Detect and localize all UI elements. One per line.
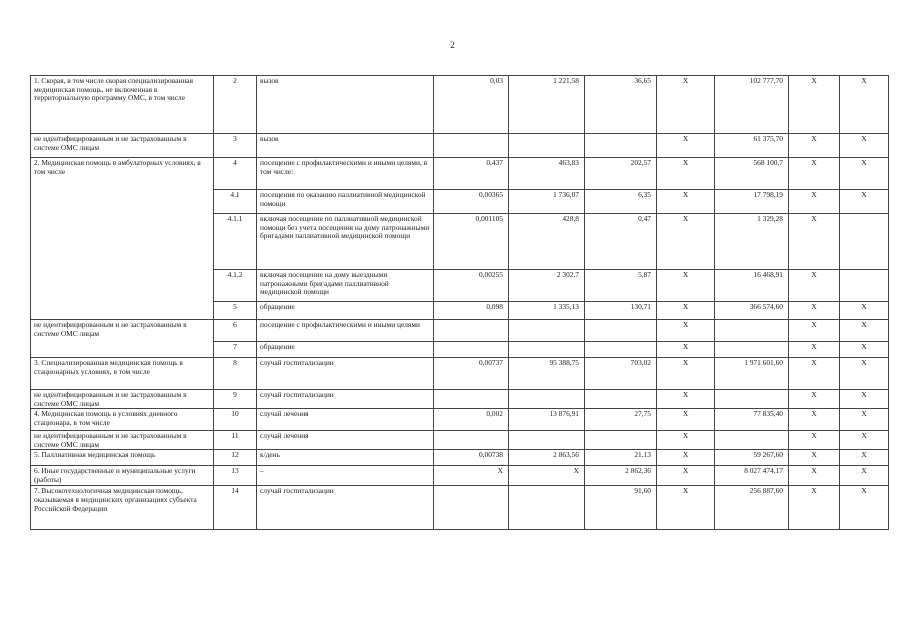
row-unit: обращение — [257, 342, 434, 358]
row-cost — [509, 320, 585, 342]
row-col9: X — [789, 342, 840, 358]
row-norm: 0,03 — [434, 76, 509, 134]
row-name: не идентифицированным и не застрахованным в системе ОМС лицам — [31, 134, 214, 158]
row-code: 5 — [214, 302, 257, 320]
row-cost — [509, 390, 585, 409]
table-row — [31, 76, 889, 134]
row-col7: X — [657, 358, 715, 390]
table-row — [31, 390, 889, 409]
row-unit: посещение с профилактическими и иными целями — [257, 320, 434, 342]
row-name: не идентифицированным и не застрахованным в системе ОМС лицам — [31, 390, 214, 409]
row-total: 568 100,7 — [715, 158, 789, 190]
row-per-capita — [585, 342, 657, 358]
row-cost — [509, 431, 585, 450]
row-cost: 2 863,56 — [509, 450, 585, 466]
row-per-capita: 21,13 — [585, 450, 657, 466]
row-cost: 1 736,07 — [509, 190, 585, 214]
row-unit: случай госпитализации — [257, 486, 434, 530]
row-code: 12 — [214, 450, 257, 466]
row-col7: X — [657, 450, 715, 466]
row-col7: X — [657, 320, 715, 342]
row-total: 102 777,70 — [715, 76, 789, 134]
row-col9: X — [789, 302, 840, 320]
row-norm: 0,00365 — [434, 190, 509, 214]
row-col9: X — [789, 270, 840, 302]
row-col7: X — [657, 76, 715, 134]
row-cost — [509, 486, 585, 530]
row-norm: 0,002 — [434, 409, 509, 431]
row-col9: X — [789, 431, 840, 450]
row-cost — [509, 134, 585, 158]
row-code: 4.1 — [214, 190, 257, 214]
table-row — [31, 134, 889, 158]
row-name: не идентифицированным и не застрахованным в системе ОМС лицам — [31, 320, 214, 358]
row-col10: X — [840, 466, 889, 486]
row-cost: 95 388,75 — [509, 358, 585, 390]
row-col7: X — [657, 342, 715, 358]
row-total: 77 835,40 — [715, 409, 789, 431]
row-col7: X — [657, 431, 715, 450]
row-name: 5. Паллиативная медицинская помощь — [31, 450, 214, 466]
row-unit: посещение с профилактическими и иными целями, в том числе: — [257, 158, 434, 190]
financing-table — [30, 75, 889, 530]
row-col10: X — [840, 320, 889, 342]
row-col10: X — [840, 158, 889, 190]
row-code: 13 — [214, 466, 257, 486]
row-total — [715, 320, 789, 342]
row-col7: X — [657, 134, 715, 158]
row-col7: X — [657, 158, 715, 190]
row-unit: включая посещение по паллиативной медицинской помощи без учета посещения на дому патронажными бригадами паллиативной медицинской помощи — [257, 214, 434, 270]
row-code: 2 — [214, 76, 257, 134]
row-unit: к/день — [257, 450, 434, 466]
row-cost: 13 876,91 — [509, 409, 585, 431]
row-unit: случай госпитализации — [257, 358, 434, 390]
row-norm: 0,437 — [434, 158, 509, 190]
row-unit: обращение — [257, 302, 434, 320]
row-per-capita: 91,60 — [585, 486, 657, 530]
row-per-capita: 2 862,36 — [585, 466, 657, 486]
row-norm — [434, 134, 509, 158]
table-row — [31, 466, 889, 486]
row-col9: X — [789, 190, 840, 214]
row-per-capita: 0,47 — [585, 214, 657, 270]
row-name: 2. Медицинская помощь в амбулаторных условиях, в том числе — [31, 158, 214, 320]
row-norm: 0,001105 — [434, 214, 509, 270]
row-unit: – — [257, 466, 434, 486]
table-row — [31, 431, 889, 450]
row-col10: X — [840, 134, 889, 158]
row-col7: X — [657, 466, 715, 486]
row-cost: 1 335,13 — [509, 302, 585, 320]
row-col7: X — [657, 214, 715, 270]
row-per-capita: 36,65 — [585, 76, 657, 134]
row-total — [715, 431, 789, 450]
row-per-capita — [585, 390, 657, 409]
row-code: 4 — [214, 158, 257, 190]
row-code: 9 — [214, 390, 257, 409]
table-row — [31, 358, 889, 390]
row-col7: X — [657, 302, 715, 320]
row-name: не идентифицированным и не застрахованным в системе ОМС лицам — [31, 431, 214, 450]
row-col9: X — [789, 486, 840, 530]
row-col7: X — [657, 390, 715, 409]
page-number: 2 — [450, 40, 455, 50]
row-total — [715, 390, 789, 409]
row-norm: 0,00738 — [434, 450, 509, 466]
row-total: 366 574,60 — [715, 302, 789, 320]
row-col10: X — [840, 431, 889, 450]
row-col9: X — [789, 450, 840, 466]
row-name: 3. Специализированная медицинская помощь в стационарных условиях, в том числе — [31, 358, 214, 390]
row-code: 10 — [214, 409, 257, 431]
row-col9: X — [789, 214, 840, 270]
row-col9: X — [789, 134, 840, 158]
row-cost — [509, 342, 585, 358]
row-unit: посещения по оказанию паллиативной медицинской помощи — [257, 190, 434, 214]
row-col9: X — [789, 390, 840, 409]
row-col10: X — [840, 302, 889, 320]
row-col10: X — [840, 342, 889, 358]
row-total: 1 329,28 — [715, 214, 789, 270]
row-col7: X — [657, 270, 715, 302]
row-name: 4. Медицинская помощь в условиях дневного стационара, в том числе — [31, 409, 214, 431]
row-unit: случай госпитализации — [257, 390, 434, 409]
row-col9: X — [789, 76, 840, 134]
row-name: 6. Иные государственные и муниципальные услуги (работы) — [31, 466, 214, 486]
table-row — [31, 450, 889, 466]
row-per-capita — [585, 320, 657, 342]
row-col9: X — [789, 358, 840, 390]
row-name: 7. Высокотехнологичная медицинская помощь, оказываемая в медицинских организациях субъекта Российской Федерации — [31, 486, 214, 530]
row-total: 8 027 474,17 — [715, 466, 789, 486]
row-norm — [434, 486, 509, 530]
row-code: 14 — [214, 486, 257, 530]
row-code: 4.1.2 — [214, 270, 257, 302]
row-per-capita: 703,02 — [585, 358, 657, 390]
table-row — [31, 409, 889, 431]
row-total: 16 468,91 — [715, 270, 789, 302]
row-col10 — [840, 270, 889, 302]
row-total — [715, 342, 789, 358]
row-cost: 428,8 — [509, 214, 585, 270]
row-col9: X — [789, 466, 840, 486]
row-col10: X — [840, 390, 889, 409]
row-code: 6 — [214, 320, 257, 342]
row-total: 17 798,19 — [715, 190, 789, 214]
row-code: 11 — [214, 431, 257, 450]
row-code: 8 — [214, 358, 257, 390]
row-total: 61 375,70 — [715, 134, 789, 158]
row-unit: вызов — [257, 134, 434, 158]
row-total: 256 887,60 — [715, 486, 789, 530]
row-per-capita: 130,71 — [585, 302, 657, 320]
row-per-capita: 6,35 — [585, 190, 657, 214]
row-code: 7 — [214, 342, 257, 358]
table-row — [31, 486, 889, 530]
row-col10: X — [840, 409, 889, 431]
row-unit: случай лечения — [257, 431, 434, 450]
row-col10: X — [840, 450, 889, 466]
row-col10: X — [840, 358, 889, 390]
row-col7: X — [657, 409, 715, 431]
row-col7: X — [657, 190, 715, 214]
row-per-capita: 202,57 — [585, 158, 657, 190]
row-per-capita — [585, 134, 657, 158]
table-row — [31, 158, 889, 190]
row-col10: X — [840, 190, 889, 214]
row-unit: включая посещение на дому выездными патронажными бригадами паллиативной медицинской помощи — [257, 270, 434, 302]
row-col9: X — [789, 320, 840, 342]
row-norm: 0,098 — [434, 302, 509, 320]
row-cost: X — [509, 466, 585, 486]
row-col7: X — [657, 486, 715, 530]
row-unit: вызов — [257, 76, 434, 134]
row-per-capita — [585, 431, 657, 450]
row-code: 3 — [214, 134, 257, 158]
row-unit: случай лечения — [257, 409, 434, 431]
row-col10: X — [840, 76, 889, 134]
row-norm — [434, 390, 509, 409]
row-norm — [434, 431, 509, 450]
row-col9: X — [789, 158, 840, 190]
row-cost: 1 221,58 — [509, 76, 585, 134]
row-norm — [434, 342, 509, 358]
table-row — [31, 320, 889, 342]
row-per-capita: 27,75 — [585, 409, 657, 431]
row-col10: X — [840, 486, 889, 530]
row-col9: X — [789, 409, 840, 431]
table-body — [31, 76, 889, 530]
row-norm: X — [434, 466, 509, 486]
row-name: 1. Скорая, в том числе скорая специализированная медицинская помощь, не включенная в территориальную программу ОМС, в том числе — [31, 76, 214, 134]
row-total: 1 971 601,60 — [715, 358, 789, 390]
row-norm: 0,00255 — [434, 270, 509, 302]
row-per-capita: 5,87 — [585, 270, 657, 302]
row-cost: 2 302,7 — [509, 270, 585, 302]
row-cost: 463,83 — [509, 158, 585, 190]
row-norm: 0,00737 — [434, 358, 509, 390]
row-col10 — [840, 214, 889, 270]
row-total: 59 267,60 — [715, 450, 789, 466]
row-norm — [434, 320, 509, 342]
row-code: 4.1.1 — [214, 214, 257, 270]
